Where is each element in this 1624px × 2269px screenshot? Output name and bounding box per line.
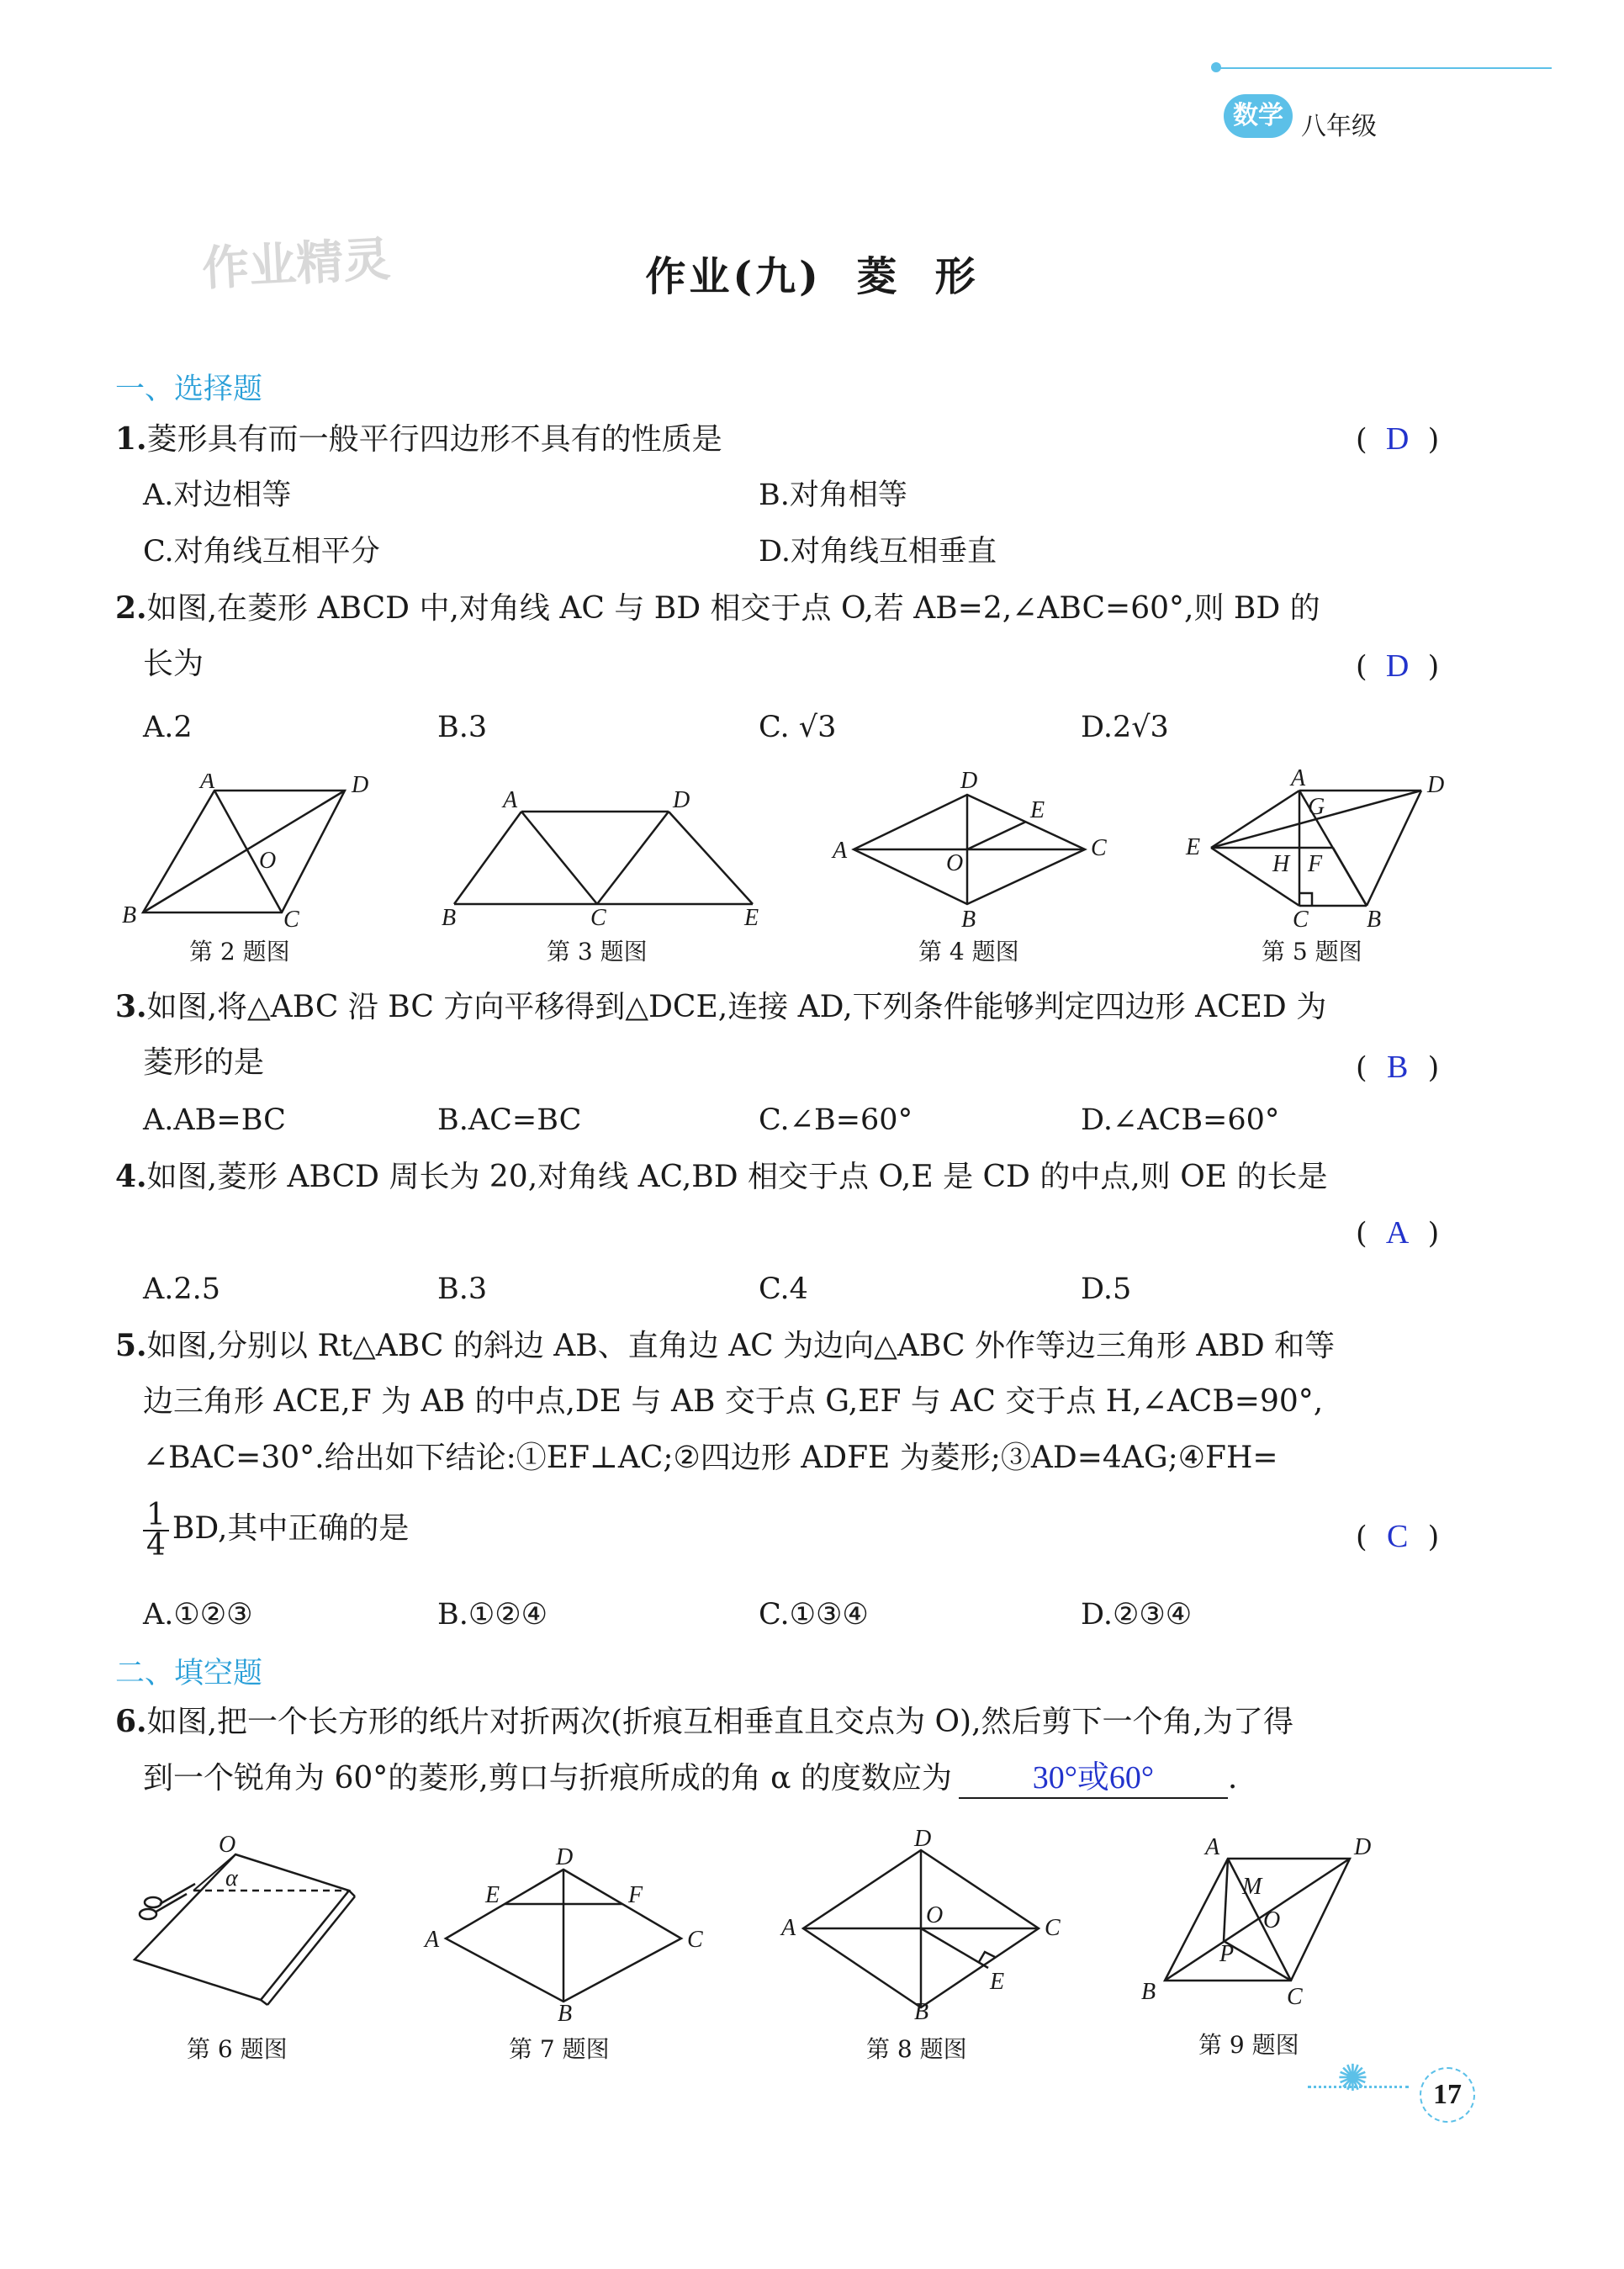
caption-fig4: 第 4 题图 bbox=[918, 938, 1019, 965]
answer-1: ( D ) bbox=[1356, 421, 1440, 457]
fig4-label-o: O bbox=[946, 850, 964, 876]
fig6-label-alpha: α bbox=[225, 1865, 238, 1891]
fig4-label-e: E bbox=[1030, 797, 1045, 823]
figure-6 bbox=[118, 1833, 370, 2014]
figure-3 bbox=[437, 778, 774, 929]
question-6: 6.如图,把一个长方形的纸片对折两次(折痕互相垂直且交点为 O),然后剪下一个角,为了得 bbox=[115, 1704, 1293, 1739]
q4-option-c: C.4 bbox=[759, 1272, 808, 1306]
fig2-label-a: A bbox=[200, 774, 215, 794]
q5-option-b: B.①②④ bbox=[437, 1598, 548, 1632]
footer-dots bbox=[1308, 2086, 1409, 2088]
figure-5 bbox=[1182, 767, 1463, 935]
answer-2: ( D ) bbox=[1356, 648, 1440, 684]
page-number: 17 bbox=[1420, 2067, 1475, 2123]
question-4: 4.如图,菱形 ABCD 周长为 20,对角线 AC,BD 相交于点 O,E 是 CD 的中点,则 OE 的长是 bbox=[115, 1159, 1328, 1194]
q4-option-d: D.5 bbox=[1081, 1272, 1132, 1306]
fig5-label-a: A bbox=[1291, 767, 1306, 791]
question-3: 3.如图,将△ABC 沿 BC 方向平移得到△DCE,连接 AD,下列条件能够判定四边形 ACED 为 bbox=[115, 989, 1327, 1024]
fig4-label-c: C bbox=[1091, 835, 1107, 861]
fig4-label-d: D bbox=[960, 770, 978, 794]
fig2-label-o: O bbox=[259, 848, 277, 874]
answer-6-blank: 30°或60° bbox=[959, 1759, 1228, 1799]
fig7-label-f: F bbox=[628, 1882, 643, 1908]
header-line bbox=[1215, 67, 1552, 69]
fig8-label-o: O bbox=[926, 1902, 944, 1928]
question-2: 2.如图,在菱形 ABCD 中,对角线 AC 与 BD 相交于点 O,若 AB=2,∠ABC=60°,则 BD 的 bbox=[115, 590, 1320, 626]
fig7-label-b: B bbox=[558, 2001, 573, 2023]
fig9-label-m: M bbox=[1242, 1874, 1262, 1900]
fig8-label-d: D bbox=[914, 1829, 932, 1852]
q2-option-b: B.3 bbox=[437, 711, 488, 744]
fig8-label-b: B bbox=[914, 1999, 929, 2023]
figure-2 bbox=[118, 774, 395, 929]
question-5-line4: $\frac{1}{4}$ BD,其中正确的是 bbox=[143, 1501, 409, 1560]
page-title: 作业(九) 菱 形 bbox=[645, 253, 979, 300]
q1-option-b: B.对角相等 bbox=[759, 479, 907, 512]
fig3-label-a: A bbox=[503, 787, 518, 813]
watermark-logo: 作业精灵 bbox=[200, 232, 392, 297]
question-2-line2: 长为 bbox=[143, 647, 204, 681]
q5-option-d: D.②③④ bbox=[1081, 1598, 1193, 1632]
fig8-label-e: E bbox=[990, 1969, 1005, 1995]
caption-fig3: 第 3 题图 bbox=[547, 938, 648, 965]
flower-icon: ✺ bbox=[1337, 2057, 1368, 2100]
caption-fig8: 第 8 题图 bbox=[866, 2035, 967, 2063]
fig5-label-f: F bbox=[1308, 851, 1323, 877]
q2-option-c: C. √3 bbox=[759, 711, 837, 744]
answer-4: ( A ) bbox=[1356, 1215, 1440, 1251]
fig5-label-d: D bbox=[1427, 772, 1445, 798]
scissors-icon bbox=[140, 1884, 195, 1919]
q5-option-a: A.①②③ bbox=[143, 1598, 253, 1632]
fig5-label-g: G bbox=[1308, 794, 1325, 820]
fraction-one-quarter: $\frac{1}{4}$ bbox=[143, 1501, 169, 1560]
answer-3: ( B ) bbox=[1356, 1050, 1440, 1085]
fig9-label-p: P bbox=[1219, 1941, 1235, 1967]
question-5-line3: ∠BAC=30°.给出如下结论:①EF⊥AC;②四边形 ADFE 为菱形;③AD=4AG;④FH= bbox=[143, 1441, 1278, 1475]
fig3-label-e: E bbox=[744, 905, 759, 929]
fig9-label-o: O bbox=[1263, 1907, 1281, 1933]
section-fill: 二、填空题 bbox=[115, 1657, 263, 1690]
fig6-label-o: O bbox=[219, 1833, 236, 1858]
figure-4 bbox=[828, 770, 1114, 934]
fig9-label-c: C bbox=[1287, 1984, 1303, 2010]
question-1: 1.菱形具有而一般平行四边形不具有的性质是 bbox=[115, 421, 722, 457]
fig7-label-a: A bbox=[425, 1927, 440, 1953]
fig2-label-d: D bbox=[352, 774, 369, 798]
fig3-label-c: C bbox=[590, 905, 606, 929]
q3-option-c: C.∠B=60° bbox=[759, 1103, 913, 1137]
q1-option-d: D.对角线互相垂直 bbox=[759, 535, 997, 569]
figure-7 bbox=[416, 1846, 719, 2023]
q1-option-c: C.对角线互相平分 bbox=[143, 535, 380, 569]
fig5-label-e: E bbox=[1186, 834, 1201, 860]
question-3-line2: 菱形的是 bbox=[143, 1045, 265, 1080]
fig9-label-b: B bbox=[1141, 1979, 1156, 2005]
q3-option-a: A.AB=BC bbox=[143, 1103, 286, 1137]
fig5-label-h: H bbox=[1272, 851, 1290, 877]
q3-option-d: D.∠ACB=60° bbox=[1081, 1103, 1280, 1137]
caption-fig2: 第 2 题图 bbox=[189, 938, 290, 965]
fig2-label-b: B bbox=[122, 902, 137, 928]
fig7-label-d: D bbox=[556, 1846, 574, 1870]
fig9-label-a: A bbox=[1205, 1834, 1220, 1860]
q4-option-a: A.2.5 bbox=[143, 1272, 221, 1306]
q3-option-b: B.AC=BC bbox=[437, 1103, 582, 1137]
q1-option-a: A.对边相等 bbox=[143, 479, 292, 512]
fig8-label-a: A bbox=[781, 1915, 796, 1941]
section-choice: 一、选择题 bbox=[115, 373, 263, 406]
q5-option-c: C.①③④ bbox=[759, 1598, 869, 1632]
fig8-label-c: C bbox=[1045, 1915, 1061, 1941]
question-6-line2: 到一个锐角为 60°的菱形,剪口与折痕所成的角 α 的度数应为 30°或60° . bbox=[143, 1759, 1237, 1799]
question-5-line2: 边三角形 ACE,F 为 AB 的中点,DE 与 AB 交于点 G,EF 与 AC 交于点 H,∠ACB=90°, bbox=[143, 1384, 1324, 1419]
figure-9 bbox=[1131, 1833, 1396, 2014]
fig7-label-e: E bbox=[485, 1882, 500, 1908]
q2-option-d: D.2√3 bbox=[1081, 711, 1169, 744]
subject-badge: 数学 bbox=[1224, 94, 1293, 138]
fig3-label-b: B bbox=[442, 905, 457, 929]
fig7-label-c: C bbox=[687, 1927, 703, 1953]
fig5-label-c: C bbox=[1293, 907, 1309, 933]
question-5: 5.如图,分别以 Rt△ABC 的斜边 AB、直角边 AC 为边向△ABC 外作等边三角形 ABD 和等 bbox=[115, 1328, 1336, 1363]
fig9-label-d: D bbox=[1354, 1834, 1372, 1860]
figure-8 bbox=[770, 1829, 1072, 2023]
header-dot-icon bbox=[1211, 62, 1221, 72]
caption-fig7: 第 7 题图 bbox=[509, 2035, 610, 2063]
q2-option-a: A.2 bbox=[143, 711, 193, 744]
answer-5: ( C ) bbox=[1356, 1519, 1440, 1554]
q4-option-b: B.3 bbox=[437, 1272, 488, 1306]
fig5-label-b: B bbox=[1367, 907, 1382, 933]
caption-fig5: 第 5 题图 bbox=[1262, 938, 1362, 965]
fig4-label-a: A bbox=[833, 838, 848, 864]
caption-fig9: 第 9 题图 bbox=[1198, 2031, 1299, 2059]
fig4-label-b: B bbox=[961, 907, 976, 933]
caption-fig6: 第 6 题图 bbox=[187, 2035, 288, 2063]
fig3-label-d: D bbox=[673, 787, 690, 813]
fig2-label-c: C bbox=[283, 907, 299, 929]
grade-label: 八年级 bbox=[1301, 112, 1377, 141]
